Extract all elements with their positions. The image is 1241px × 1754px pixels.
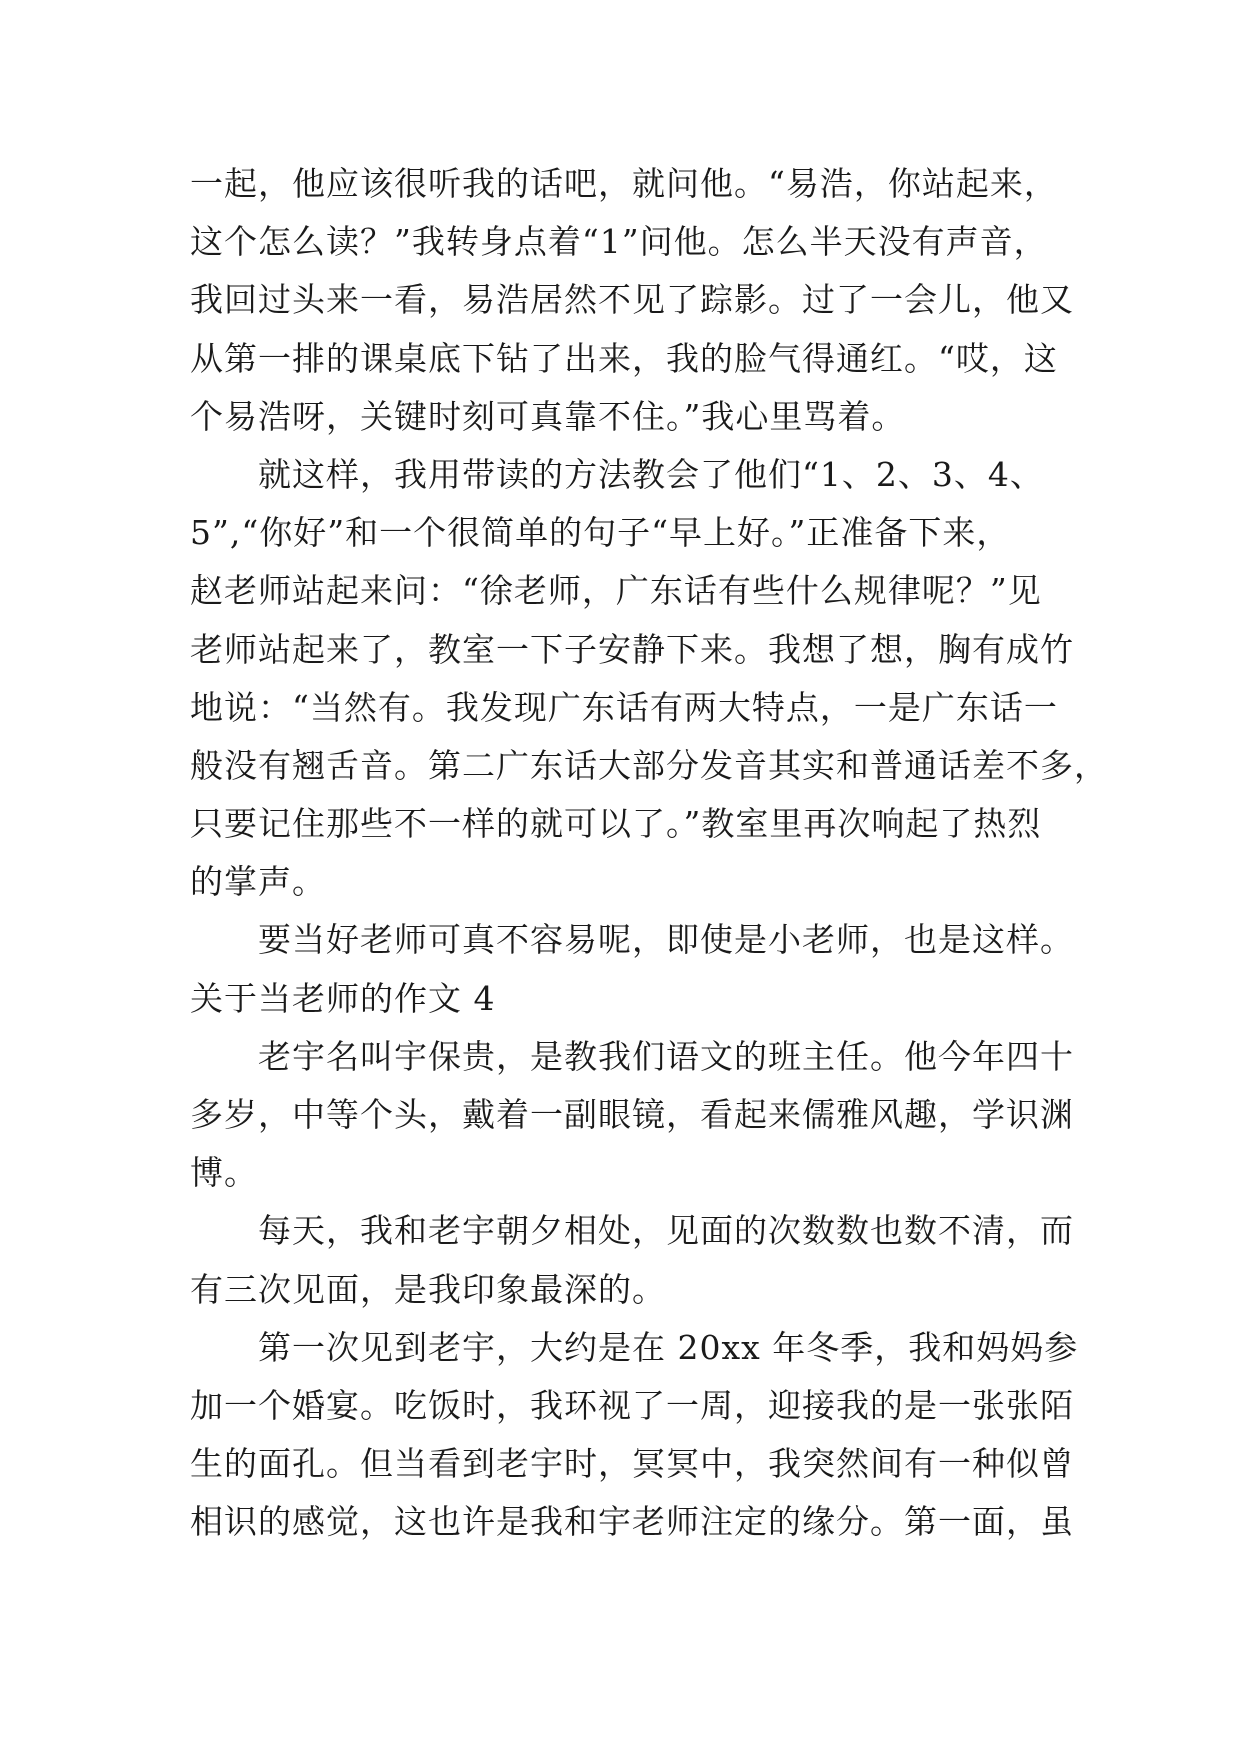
text-line: 相识的感觉，这也许是我和宇老师注定的缘分。第一面，虽 — [190, 1502, 1074, 1542]
text-line: 的掌声。 — [190, 862, 326, 902]
text-line: 多岁，中等个头，戴着一副眼镜，看起来儒雅风趣，学识渊 — [190, 1095, 1074, 1134]
text-line: 每天，我和老宇朝夕相处，见面的次数数也数不清，而 — [258, 1211, 1074, 1251]
text-line: 第一次见到老宇，大约是在 20xx 年冬季，我和妈妈参 — [258, 1327, 1079, 1367]
document-body — [190, 155, 1108, 1552]
text-line: 博。 — [190, 1153, 258, 1193]
text-line: 个易浩呀，关键时刻可真靠不住。”我心里骂着。 — [190, 396, 906, 436]
text-line: 地说：“当然有。我发现广东话有两大特点，一是广东话一 — [190, 687, 1058, 727]
text-line: 有三次见面，是我印象最深的。 — [190, 1269, 666, 1309]
text-line: 这个怎么读？”我转身点着“1”问他。怎么半天没有声音， — [190, 222, 1048, 262]
text-line: 我回过头来一看，易浩居然不见了踪影。过了一会儿，他又 — [190, 280, 1074, 320]
text-line: 就这样，我用带读的方法教会了他们“1、2、3、4、 — [258, 454, 1044, 494]
text-line: 5”,“你好”和一个很简单的句子“早上好。”正准备下来， — [190, 513, 1011, 553]
text-line: 生的面孔。但当看到老宇时，冥冥中，我突然间有一种似曾 — [190, 1444, 1074, 1484]
text-line: 从第一排的课桌底下钻了出来，我的脸气得通红。“哎，这 — [190, 338, 1058, 378]
text-line: 老师站起来了，教室一下子安静下来。我想了想，胸有成竹 — [190, 629, 1074, 669]
text-line: 赵老师站起来问：“徐老师，广东话有些什么规律呢？”见 — [190, 571, 1042, 611]
text-line: 要当好老师可真不容易呢，即使是小老师，也是这样。 — [258, 920, 1074, 960]
text-line: 般没有翘舌音。第二广东话大部分发音其实和普通话差不多， — [190, 745, 1108, 785]
text-line: 只要记住那些不一样的就可以了。”教室里再次响起了热烈 — [190, 804, 1042, 844]
text-line: 老宇名叫宇保贵，是教我们语文的班主任。他今年四十 — [258, 1036, 1074, 1076]
text-line: 关于当老师的作文 4 — [190, 978, 496, 1018]
text-line: 加一个婚宴。吃饭时，我环视了一周，迎接我的是一张张陌 — [190, 1385, 1074, 1425]
text-line: 一起，他应该很听我的话吧，就问他。“易浩，你站起来， — [190, 164, 1058, 203]
